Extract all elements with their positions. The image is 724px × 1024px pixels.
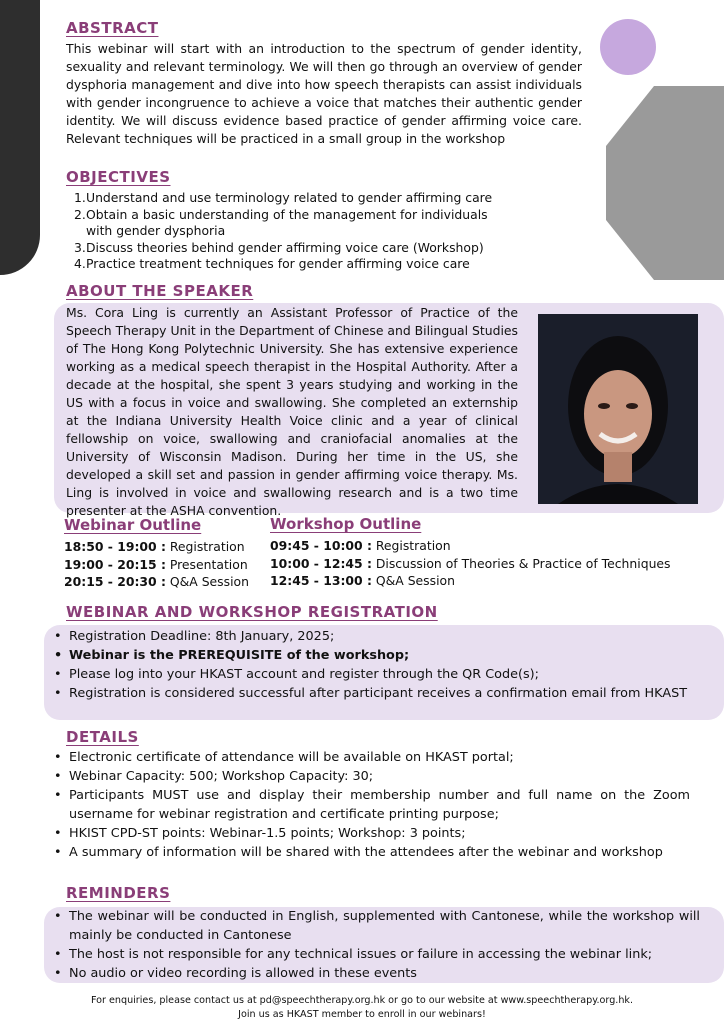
list-item: • A summary of information will be shared with the attendees after the webinar and workshop [54,843,690,862]
objective-item: 2. Obtain a basic understanding of the management for individuals with gender dysphoria [74,206,488,238]
workshop-schedule [270,537,671,590]
workshop-outline-heading: Workshop Outline [270,515,422,533]
list-item: • No audio or video recording is allowed in these events [54,964,700,983]
objective-item: 3. Discuss theories behind gender affirming voice care (Workshop) [74,239,484,255]
decorative-lavender-circle [600,19,656,75]
schedule-row: 09:45 - 10:00 : Registration [270,538,451,553]
schedule-row: 12:45 - 13:00 : Q&A Session [270,573,455,588]
list-item: • The host is not responsible for any technical issues or failure in accessing the webinar link; [54,945,700,964]
details-list [54,748,690,862]
list-item: • Electronic certificate of attendance will be available on HKAST portal; [54,748,690,767]
registration-heading: WEBINAR AND WORKSHOP REGISTRATION [66,603,438,621]
speaker-photo [538,314,698,504]
reminders-heading: REMINDERS [66,884,171,902]
footer-contact: For enquiries, please contact us at pd@speechtherapy.org.hk or go to our website at www.speechtherapy.org.hk. [90,995,634,1006]
list-item: • Registration Deadline: 8th January, 2025; [54,627,690,646]
list-item: • Webinar is the PREREQUISITE of the workshop; [54,646,690,665]
objectives-list [74,190,544,273]
objective-item: 4. Practice treatment techniques for gender affirming voice care [74,256,470,271]
list-item: • Registration is considered successful after participant receives a confirmation email from HKAST [54,684,690,703]
details-heading: DETAILS [66,728,139,746]
registration-list [54,627,690,703]
list-item: • HKIST CPD-ST points: Webinar-1.5 points; Workshop: 3 points; [54,824,690,843]
objectives-heading: OBJECTIVES [66,168,171,186]
objective-item: 1. Understand and use terminology related to gender affirming care [74,190,493,205]
schedule-row: 10:00 - 12:45 : Discussion of Theories & Practice of Techniques [270,555,671,571]
webinar-outline-heading: Webinar Outline [64,516,202,534]
speaker-heading: ABOUT THE SPEAKER [66,282,254,300]
webinar-schedule [64,538,249,591]
schedule-row: 18:50 - 19:00 : Registration [64,539,245,554]
speaker-bio: Ms. Cora Ling is currently an Assistant Professor of Practice of the Speech Therapy Unit in the Department of Chinese and Bilingual Studies of The Hong Kong Polytechnic University. She has extensive experience working as a medical speech therapist in the Hospital Authority. After a decade at the hospital, she spent 3 years studying and working in the US with a focus in voice and swallowing. She completed an externship at the Indiana University Health Voice clinic and a year of clinical fellowship on voice, swallowing and craniofacial anomalies at the University of Wisconsin Madison. During her time in the US, she developed a skill set and passion in gender affirming voice therapy. Ms. Ling is involved in voice and swallowing research and is a two time presenter at the ASHA convention. [66,305,518,518]
decorative-gray-octagon [604,80,724,280]
list-item: • Participants MUST use and display their membership number and full name on the Zoom username for webinar registration and certificate printing purpose; [54,786,690,824]
decorative-dark-bar [0,0,40,275]
abstract-text: This webinar will start with an introduction to the spectrum of gender identity, sexuality and relevant terminology. We will then go through an overview of gender dysphoria management and dive into how speech therapists can assist individuals with gender incongruence to achieve a voice that matches their authentic gender identity. We will discuss evidence based practice of gender affirming voice care. Relevant techniques will be practiced in a small group in the workshop [66,41,582,146]
footer-membership: Join us as HKAST member to enroll in our webinars! [238,1009,486,1020]
reminders-list [54,907,700,983]
list-item: • Webinar Capacity: 500; Workshop Capacity: 30; [54,767,690,786]
abstract-heading: ABSTRACT [66,19,159,37]
list-item: • The webinar will be conducted in English, supplemented with Cantonese, while the workshop will mainly be conducted in Cantonese [54,907,700,945]
schedule-row: 19:00 - 20:15 : Presentation [64,556,248,572]
list-item: • Please log into your HKAST account and register through the QR Code(s); [54,665,690,684]
schedule-row: 20:15 - 20:30 : Q&A Session [64,574,249,589]
